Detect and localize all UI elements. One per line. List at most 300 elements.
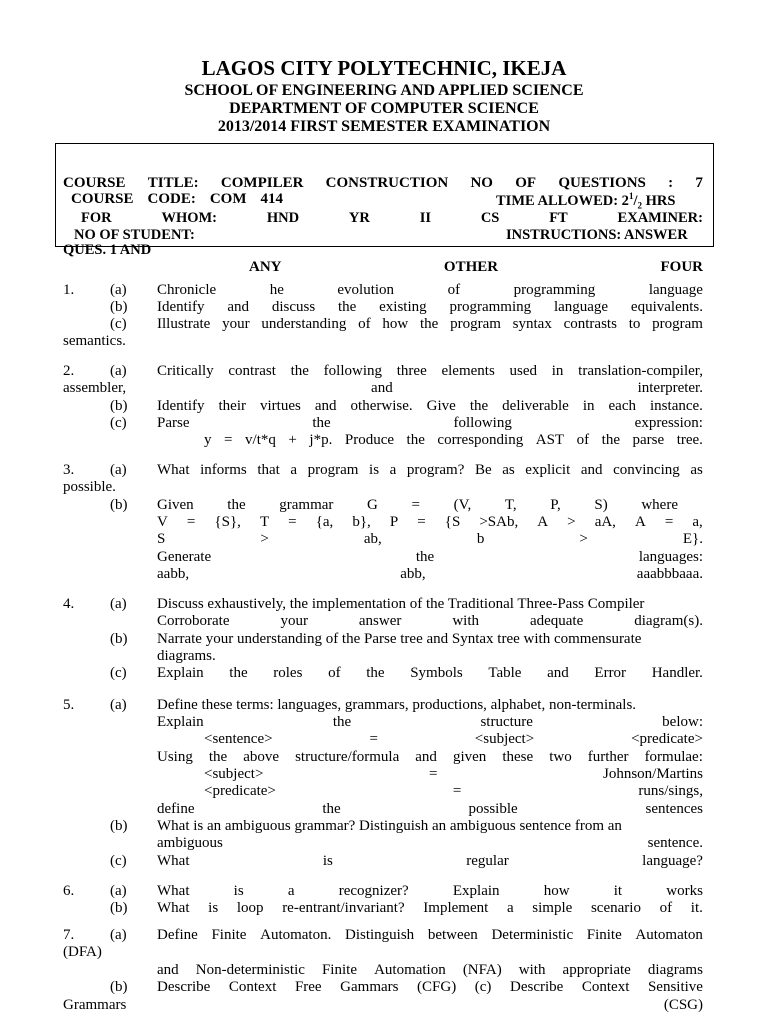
word: Non-deterministic <box>195 962 305 978</box>
word: scenario <box>590 900 641 916</box>
q2b-text <box>157 398 703 415</box>
ques-label: QUES. 1 AND <box>63 242 152 258</box>
word: their <box>218 398 246 414</box>
word: > <box>260 531 269 547</box>
word: <subject> <box>204 766 264 782</box>
word: sentences <box>645 801 703 817</box>
word: YR <box>348 210 370 226</box>
word: Explain <box>452 883 500 899</box>
word: the <box>208 749 228 765</box>
word: aaabbbaaa. <box>636 566 703 582</box>
word: <sentence> <box>204 731 273 747</box>
word: virtues <box>260 398 301 414</box>
q2a-text-cont <box>63 380 703 397</box>
word: Sensitive <box>647 979 703 995</box>
word: Critically <box>157 363 214 379</box>
q1b-text <box>157 299 703 316</box>
word: Generate <box>157 549 212 565</box>
word: and <box>314 398 337 414</box>
word: Describe <box>157 979 211 995</box>
word: informs <box>200 462 247 478</box>
word: = <box>224 432 233 448</box>
word: appropriate <box>562 962 631 978</box>
word: is <box>322 853 333 869</box>
word: the <box>322 801 341 817</box>
q1a-label: (a) <box>110 282 127 298</box>
word: Finite <box>586 927 622 943</box>
q6b-label: (b) <box>110 900 128 916</box>
word: Given <box>157 497 194 513</box>
word: structure/formula <box>295 749 400 765</box>
word: between <box>427 927 478 943</box>
word: A <box>634 514 646 530</box>
word: 7 <box>695 175 703 191</box>
word: Define <box>157 927 198 943</box>
q2c-expression <box>204 432 703 449</box>
word: Be <box>474 462 492 478</box>
word: instance. <box>650 398 703 414</box>
word: Handler. <box>651 665 703 681</box>
word: What <box>157 900 190 916</box>
word: CS <box>480 210 500 226</box>
word: interpreter. <box>637 380 703 396</box>
q6b-text <box>157 900 703 917</box>
q2b-label: (b) <box>110 398 128 414</box>
word: the <box>332 714 352 730</box>
word: recognizer? <box>338 883 409 899</box>
word: program <box>652 316 703 332</box>
word: works <box>666 883 703 899</box>
word: Illustrate <box>157 316 211 332</box>
word: following <box>453 415 512 431</box>
word: diagrams <box>647 962 703 978</box>
word: Grammars <box>63 997 127 1013</box>
word: S <box>157 531 166 547</box>
word: Finite <box>321 962 357 978</box>
q1-number: 1. <box>63 282 75 298</box>
word: Deterministic <box>491 927 574 943</box>
word: ANY <box>249 259 282 275</box>
word: to <box>628 316 641 332</box>
q3b-text <box>157 497 678 514</box>
word: P <box>389 514 399 530</box>
q7-number: 7. <box>63 927 75 943</box>
word: the <box>337 299 357 315</box>
word: he <box>269 282 284 298</box>
word: y <box>204 432 212 448</box>
word: aabb, <box>157 566 190 582</box>
word: (V, <box>453 497 472 513</box>
no-of-student: NO OF STUDENT: <box>74 227 195 243</box>
word: each <box>608 398 636 414</box>
q7a-text-cont <box>157 962 703 979</box>
q3a-text-cont: possible. <box>63 479 116 495</box>
word: Symbols <box>410 665 463 681</box>
time-slash: / <box>633 192 638 209</box>
word: the <box>366 665 385 681</box>
q4a-text: Discuss exhaustively, the implementation of the Traditional Three-Pass Compiler <box>157 596 645 612</box>
word: language <box>648 282 703 298</box>
word: COURSE <box>63 175 126 191</box>
word: the <box>229 665 248 681</box>
word: diagram(s). <box>634 613 703 629</box>
q1c-label: (c) <box>110 316 127 332</box>
exam-title: 2013/2014 FIRST SEMESTER EXAMINATION <box>217 118 551 135</box>
q3b-grammar <box>157 514 703 531</box>
q4a-text-cont <box>157 613 703 630</box>
q7a-text <box>157 927 703 944</box>
word: abb, <box>400 566 426 582</box>
q5a-predicate-rule <box>204 783 703 800</box>
word: (CFG) <box>417 979 457 995</box>
department-name: DEPARTMENT OF COMPUTER SCIENCE <box>229 100 539 117</box>
word: of <box>447 282 461 298</box>
word: Chronicle <box>157 282 217 298</box>
word: three <box>396 363 427 379</box>
word: and <box>157 962 179 978</box>
word: programming <box>449 299 532 315</box>
word: b <box>476 531 485 547</box>
word: the <box>469 398 489 414</box>
word: Automaton. <box>260 927 332 943</box>
word: 414 <box>260 191 283 207</box>
word: how <box>382 316 409 332</box>
q5a-explain <box>157 714 703 731</box>
word: grammar <box>279 497 334 513</box>
q1c-text <box>157 316 703 333</box>
word: answer <box>358 613 402 629</box>
word: is <box>233 883 244 899</box>
word: and <box>371 380 393 396</box>
word: and <box>580 462 603 478</box>
word: OTHER <box>443 259 499 275</box>
word: corresponding <box>437 432 524 448</box>
word: v/t*q <box>245 432 276 448</box>
q3b-grammar-cont <box>157 531 703 548</box>
word: sentence. <box>647 835 703 851</box>
word: as <box>502 462 515 478</box>
word: COURSE <box>71 191 134 207</box>
word: (NFA) <box>462 962 502 978</box>
word: (CSG) <box>663 997 703 1013</box>
word: Context <box>581 979 630 995</box>
word: II <box>419 210 431 226</box>
word: EXAMINER: <box>617 210 703 226</box>
word: Automation <box>374 962 446 978</box>
word: E}. <box>682 531 703 547</box>
word: + <box>288 432 297 448</box>
q5a-text: Define these terms: languages, grammars, productions, alphabet, non-terminals. <box>157 697 637 713</box>
word: languages: <box>638 549 703 565</box>
word: Error <box>594 665 627 681</box>
word: Finite <box>211 927 247 943</box>
word: QUESTIONS <box>558 175 646 191</box>
word: as <box>690 462 703 478</box>
word: your <box>280 613 308 629</box>
word: translation-compiler, <box>578 363 703 379</box>
word: above <box>243 749 280 765</box>
word: j*p. <box>309 432 333 448</box>
q5a-sentence-rule <box>204 731 703 748</box>
course-title-row <box>63 175 703 192</box>
word: a, <box>692 514 703 530</box>
word: Explain <box>157 665 204 681</box>
word: {a, <box>315 514 334 530</box>
word: CONSTRUCTION <box>325 175 449 191</box>
word: FOUR <box>660 259 703 275</box>
word: P, <box>550 497 561 513</box>
word: the <box>227 497 246 513</box>
word: loop <box>236 900 264 916</box>
word: otherwise. <box>350 398 413 414</box>
q2-number: 2. <box>63 363 75 379</box>
word: Identify <box>157 299 205 315</box>
word: What <box>157 883 190 899</box>
word: {S}, <box>214 514 241 530</box>
word: = <box>369 731 378 747</box>
word: parse <box>632 432 665 448</box>
word: a <box>290 462 298 478</box>
word: COMPILER <box>220 175 304 191</box>
time-allowed-text: TIME ALLOWED: 2 <box>496 192 629 209</box>
word: it. <box>690 900 703 916</box>
word: where <box>641 497 678 513</box>
word: Automaton <box>635 927 703 943</box>
instructions-row <box>249 259 703 276</box>
word: {S <box>444 514 461 530</box>
word: G <box>367 497 378 513</box>
word: Implement <box>423 900 489 916</box>
word: CODE: <box>147 191 196 207</box>
word: Context <box>228 979 277 995</box>
word: Johnson/Martins <box>602 766 703 782</box>
word: Free <box>294 979 322 995</box>
word: of <box>659 900 673 916</box>
word: Corroborate <box>157 613 230 629</box>
word: FOR <box>81 210 112 226</box>
q7b-text-cont <box>63 997 703 1014</box>
q5a-subject-rule <box>204 766 703 783</box>
q6a-text <box>157 883 703 900</box>
word: a <box>287 883 295 899</box>
word: simple <box>532 900 573 916</box>
word: how <box>543 883 570 899</box>
word: programming <box>513 282 596 298</box>
word: expression: <box>634 415 703 431</box>
q1a-text <box>157 282 703 299</box>
word: below: <box>662 714 703 730</box>
word: = <box>664 514 674 530</box>
word: used <box>509 363 538 379</box>
word: T <box>259 514 270 530</box>
word: deliverable <box>502 398 569 414</box>
word: of <box>358 316 371 332</box>
q5-number: 5. <box>63 697 75 713</box>
word: of <box>328 665 341 681</box>
word: and <box>547 665 569 681</box>
word: following <box>323 363 383 379</box>
word: A <box>537 514 549 530</box>
q7a-dfa: (DFA) <box>63 944 102 960</box>
word: T, <box>504 497 517 513</box>
word: program <box>450 316 501 332</box>
word: > <box>579 531 588 547</box>
q5a-define <box>157 801 703 818</box>
word: Parse <box>157 415 190 431</box>
q2c-label: (c) <box>110 415 127 431</box>
word: equivalents. <box>630 299 703 315</box>
word: with <box>518 962 546 978</box>
q7b-label: (b) <box>110 979 128 995</box>
word: further <box>587 749 629 765</box>
word: tree. <box>676 432 703 448</box>
q4b-text: Narrate your understanding of the Parse tree and Syntax tree with commensurate <box>157 631 642 647</box>
word: Describe <box>510 979 564 995</box>
word: WHOM: <box>161 210 218 226</box>
q5b-label: (b) <box>110 818 128 834</box>
school-name: SCHOOL OF ENGINEERING AND APPLIED SCIENCE <box>184 82 584 99</box>
q1b-label: (b) <box>110 299 128 315</box>
word: : <box>668 175 674 191</box>
time-hrs: HRS <box>641 192 676 209</box>
word: syntax <box>512 316 552 332</box>
q3-number: 3. <box>63 462 75 478</box>
q5b-text: What is an ambiguous grammar? Distinguish an ambiguous sentence from an <box>157 818 622 834</box>
q2a-label: (a) <box>110 363 127 379</box>
word: b}, <box>352 514 371 530</box>
q7a-label: (a) <box>110 927 127 943</box>
word: that <box>257 462 280 478</box>
word: Explain <box>157 714 204 730</box>
word: TITLE: <box>147 175 199 191</box>
q4b-text-cont: diagrams. <box>157 648 216 664</box>
word: elements <box>441 363 495 379</box>
word: >SAb, <box>479 514 519 530</box>
word: Table <box>488 665 522 681</box>
word: program <box>307 462 359 478</box>
word: the <box>290 363 309 379</box>
q5a-label: (a) <box>110 697 127 713</box>
q4b-label: (b) <box>110 631 128 647</box>
word: the <box>312 415 331 431</box>
q3b-strings <box>157 566 703 583</box>
word: and <box>227 299 249 315</box>
q5b-text-cont <box>157 835 703 852</box>
word: ab, <box>363 531 382 547</box>
word: adequate <box>529 613 584 629</box>
q3b-label: (b) <box>110 497 128 513</box>
word: it <box>613 883 623 899</box>
q4a-label: (a) <box>110 596 127 612</box>
q4c-text <box>157 665 703 682</box>
q4c-label: (c) <box>110 665 127 681</box>
word: existing <box>379 299 427 315</box>
word: the <box>419 316 439 332</box>
word: is <box>369 462 380 478</box>
word: is <box>208 900 219 916</box>
word: contrasts <box>563 316 617 332</box>
word: = <box>428 766 438 782</box>
word: COM <box>209 191 247 207</box>
word: Identify <box>157 398 205 414</box>
word: formulae: <box>644 749 703 765</box>
word: HND <box>266 210 300 226</box>
instructions-label: INSTRUCTIONS: ANSWER <box>506 227 688 243</box>
word: of <box>576 432 590 448</box>
q3a-text <box>157 462 703 479</box>
word: explicit <box>525 462 571 478</box>
word: (c) <box>474 979 492 995</box>
word: a <box>389 462 397 478</box>
word: runs/sings, <box>638 783 703 799</box>
word: > <box>567 514 576 530</box>
word: = <box>288 514 297 530</box>
word: = <box>452 783 462 799</box>
time-allowed <box>496 191 675 211</box>
q5c-label: (c) <box>110 853 127 869</box>
word: given <box>452 749 487 765</box>
word: re-entrant/invariant? <box>282 900 405 916</box>
word: discuss <box>271 299 316 315</box>
word: FT <box>549 210 568 226</box>
institution-title: LAGOS CITY POLYTECHNIC, IKEJA <box>201 56 567 80</box>
q5a-using <box>157 749 703 766</box>
word: <predicate> <box>631 731 703 747</box>
word: NO <box>470 175 493 191</box>
word: regular <box>466 853 509 869</box>
q3b-generate <box>157 549 703 566</box>
word: = <box>411 497 420 513</box>
word: Distinguish <box>345 927 415 943</box>
word: understanding <box>261 316 347 332</box>
word: language? <box>642 853 703 869</box>
word: contrast <box>228 363 276 379</box>
for-whom-row <box>81 210 703 227</box>
q2c-text <box>157 415 703 432</box>
word: the <box>415 549 435 565</box>
word: possible <box>468 801 518 817</box>
word: Using <box>157 749 193 765</box>
word: Gammars <box>340 979 399 995</box>
word: assembler, <box>63 380 127 396</box>
word: ambiguous <box>157 835 223 851</box>
word: <subject> <box>474 731 535 747</box>
word: V <box>157 514 168 530</box>
word: roles <box>273 665 303 681</box>
word: and <box>415 749 437 765</box>
word: evolution <box>337 282 395 298</box>
q6a-label: (a) <box>110 883 127 899</box>
word: a <box>506 900 514 916</box>
word: Produce <box>344 432 395 448</box>
word: convincing <box>613 462 680 478</box>
word: S) <box>594 497 608 513</box>
word: the <box>601 432 620 448</box>
word: Give <box>426 398 456 414</box>
q7b-text <box>157 979 703 996</box>
q6-number: 6. <box>63 883 75 899</box>
word: your <box>222 316 250 332</box>
word: aA, <box>594 514 616 530</box>
word: = <box>186 514 196 530</box>
word: these <box>502 749 534 765</box>
word: two <box>549 749 572 765</box>
q1c-text-cont: semantics. <box>63 333 126 349</box>
q2a-text <box>157 363 703 380</box>
word: <predicate> <box>204 783 276 799</box>
word: OF <box>515 175 537 191</box>
time-sub: 2 <box>637 200 642 211</box>
